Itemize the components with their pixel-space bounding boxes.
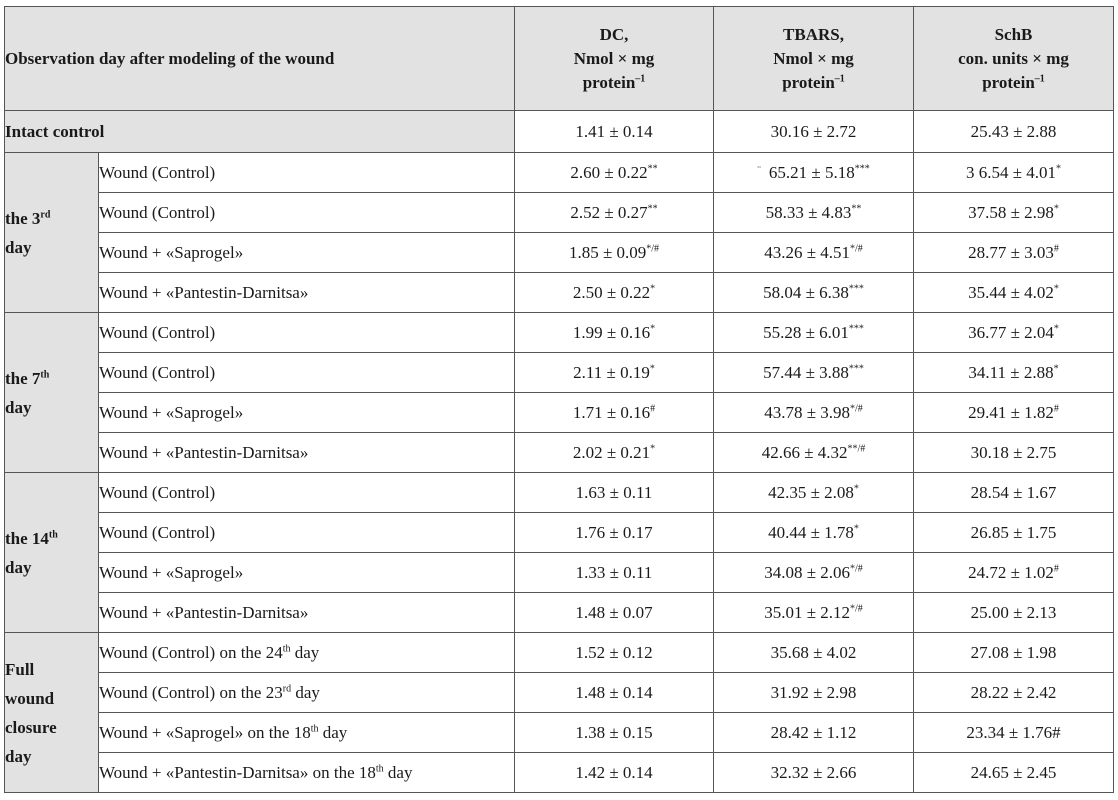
treatment-label [99,593,515,633]
treatment-text: Wound + «Pantestin-Darnitsa» on the 18 [99,762,376,782]
schb-header-unit-exponent: –1 [1034,72,1045,84]
tbars-value: 28.42 ± 1.12 [770,722,857,742]
dc-significance-mark: */# [646,242,660,254]
table-row [5,513,1114,553]
header-row [5,7,1114,111]
dc-significance-mark: * [650,442,656,454]
treatment-day-suffix: day [290,642,320,662]
table-row [5,633,1114,673]
treatment-label [99,273,515,313]
treatment-text: Wound + «Pantestin-Darnitsa» [99,442,309,462]
table-row [5,273,1114,313]
group-label-line [5,742,98,771]
table-row [5,313,1114,353]
dc-value: 1.48 ± 0.14 [575,682,653,702]
group-label-line [5,524,98,553]
table-row [5,193,1114,233]
schb-value-cell [914,353,1114,393]
dc-value: 2.60 ± 0.22 [570,162,648,182]
group-label-line [5,204,98,233]
schb-significance-mark: * [1056,162,1062,174]
dc-value-cell [515,433,714,473]
tbars-header-unit-exponent: –1 [834,72,845,84]
tbars-value: 40.44 ± 1.78 [768,522,854,542]
table-row [5,233,1114,273]
dc-significance-mark: * [650,322,656,334]
treatment-text: Wound + «Saprogel» [99,242,244,262]
table-row [5,673,1114,713]
tbars-value-cell [714,273,914,313]
treatment-label [99,513,515,553]
tbars-significance-mark: */# [850,242,863,254]
treatment-label [99,393,515,433]
schb-header-unit: protein [982,72,1035,92]
schb-significance-mark: # [1053,562,1059,574]
dc-value: 1.76 ± 0.17 [575,522,653,542]
schb-value-cell [914,673,1114,713]
dc-significance-mark: ** [647,202,658,214]
tbars-significance-mark: **/# [847,442,866,454]
tbars-value: 43.26 ± 4.51 [764,242,851,262]
group-label-line [5,713,98,742]
tbars-significance-mark: */# [850,562,863,574]
treatment-text: Wound + «Pantestin-Darnitsa» [99,282,309,302]
schb-value-cell [914,593,1114,633]
tbars-header-line: Nmol × mg [773,48,854,68]
schb-value: 37.58 ± 2.98 [968,202,1054,222]
group-label-text: day [5,746,32,766]
dc-value-cell [515,553,714,593]
group-label [5,473,99,633]
tbars-value-cell [714,393,914,433]
schb-value: 3 6.54 ± 4.01 [965,162,1057,182]
treatment-text: Wound (Control) on the 24 [99,642,283,662]
table-row [5,433,1114,473]
schb-value-cell [914,513,1114,553]
tbars-column-header [714,7,914,111]
schb-value: 36.77 ± 2.04 [968,322,1054,342]
observation-day-header: Observation day after modeling of the wound [5,7,515,111]
tbars-header-line [714,71,913,95]
dc-value-cell [515,753,714,793]
tbars-value-cell [714,433,914,473]
tbars-value: 55.28 ± 6.01 [763,322,849,342]
tbars-header-unit: protein [782,72,835,92]
group-label-ordinal: rd [40,208,51,220]
group-label [5,633,99,793]
group-label [5,313,99,473]
treatment-label [99,433,515,473]
tbars-value: 57.44 ± 3.88 [763,362,849,382]
dc-value: 1.63 ± 0.11 [575,482,653,502]
dc-header-unit-exponent: –1 [635,72,646,84]
tbars-significance-mark: * [853,482,859,494]
dc-header-line: DC, [599,24,629,44]
tbars-value: 65.21 ± 5.18 [768,162,855,182]
group-label-text: the 7 [5,368,41,388]
dc-value: 2.50 ± 0.22 [572,282,651,302]
intact-control-row [5,111,1114,153]
dc-significance-mark: ** [647,162,658,174]
tbars-value: 32.32 ± 2.66 [770,762,857,782]
group-label-line [5,233,98,262]
tbars-value: 43.78 ± 3.98 [764,402,851,422]
tbars-significance-mark: */# [850,402,863,414]
dc-significance-mark: # [650,402,656,414]
treatment-text: Wound + «Saprogel» [99,402,244,422]
dc-column-header [515,7,714,111]
group-label-line [5,393,98,422]
tbars-value: 31.92 ± 2.98 [770,682,857,702]
table-body [5,111,1114,793]
treatment-label [99,633,515,673]
treatment-text: Wound (Control) [99,522,216,542]
treatment-label [99,753,515,793]
schb-header-line: con. units × mg [958,48,1069,68]
dc-value-cell [515,313,714,353]
group-label-text: the 14 [5,528,49,548]
dc-value: 1.33 ± 0.11 [575,562,653,582]
schb-value: 28.22 ± 2.42 [970,682,1057,702]
treatment-text: Wound + «Pantestin-Darnitsa» [99,602,309,622]
dc-value-cell [515,593,714,633]
group-label-text: wound [5,688,55,708]
dc-value-cell [515,193,714,233]
table-row [5,713,1114,753]
dc-value: 1.99 ± 0.16 [572,322,651,342]
tbars-significance-mark: *** [848,322,864,334]
table-row [5,753,1114,793]
schb-header-line [914,71,1113,95]
group-label-text: day [5,237,32,257]
group-label-line [5,364,98,393]
treatment-day-ordinal: th [310,722,319,734]
table-row [5,593,1114,633]
tbars-value: 58.33 ± 4.83 [765,202,852,222]
schb-value-cell [914,553,1114,593]
tbars-value-cell [714,153,914,193]
table-row [5,393,1114,433]
treatment-label [99,233,515,273]
schb-value-cell [914,633,1114,673]
treatment-day-ordinal: th [282,642,291,654]
schb-significance-mark: * [1053,322,1059,334]
treatment-label [99,553,515,593]
table-row [5,473,1114,513]
dc-value-cell [515,393,714,433]
dc-value: 1.38 ± 0.15 [575,722,653,742]
dc-value-cell [515,713,714,753]
treatment-label [99,473,515,513]
tbars-value: 42.66 ± 4.32 [761,442,848,462]
dc-value: 1.71 ± 0.16 [572,402,651,422]
treatment-text: Wound (Control) on the 23 [99,682,283,702]
tbars-value-cell [714,593,914,633]
schb-significance-mark: # [1053,242,1059,254]
schb-value: 27.08 ± 1.98 [970,642,1057,662]
dc-value-cell [515,473,714,513]
tbars-value-cell [714,753,914,793]
tbars-value-cell [714,633,914,673]
schb-value-cell [914,753,1114,793]
schb-value: 28.77 ± 3.03 [968,242,1054,262]
treatment-text: Wound + «Saprogel» [99,562,244,582]
treatment-label [99,673,515,713]
schb-significance-mark: * [1053,282,1059,294]
tbars-value-cell [714,313,914,353]
group-label-line [5,553,98,582]
schb-value: 26.85 ± 1.75 [970,522,1057,542]
dc-value: 2.52 ± 0.27 [570,202,648,222]
dc-value: 1.42 ± 0.14 [575,762,653,782]
schb-value: 34.11 ± 2.88 [968,362,1054,382]
treatment-text: Wound (Control) [99,482,216,502]
treatment-label [99,153,515,193]
treatment-label [99,353,515,393]
dc-value-cell [515,233,714,273]
schb-value-cell [914,713,1114,753]
schb-value: 35.44 ± 4.02 [968,282,1054,302]
treatment-text: Wound (Control) [99,362,216,382]
group-label-ordinal: th [48,528,58,540]
schb-column-header [914,7,1114,111]
tbars-value-cell [714,673,914,713]
schb-header-line: SchB [994,24,1033,44]
treatment-text: Wound (Control) [99,162,216,182]
tbars-significance-mark: */# [850,602,863,614]
intact-schb-value: 25.43 ± 2.88 [914,111,1114,153]
table-row [5,153,1114,193]
schb-value-cell [914,193,1114,233]
intact-dc-value: 1.41 ± 0.14 [515,111,714,153]
schb-significance-mark: * [1053,362,1059,374]
schb-significance-mark: # [1053,402,1059,414]
schb-value: 24.72 ± 1.02 [968,562,1054,582]
treatment-day-ordinal: rd [282,682,292,694]
schb-value-cell [914,433,1114,473]
dc-significance-mark: * [649,362,655,374]
dc-header-unit: protein [582,72,636,92]
dc-significance-mark: * [650,282,656,294]
table-row [5,353,1114,393]
treatment-day-suffix: day [383,762,413,782]
schb-value: 24.65 ± 2.45 [970,762,1057,782]
dc-value: 2.02 ± 0.21 [572,442,651,462]
treatment-text: Wound (Control) [99,202,216,222]
schb-value-cell [914,473,1114,513]
tbars-value-cell [714,713,914,753]
group-label-text: day [5,557,32,577]
treatment-text: Wound (Control) [99,322,216,342]
tbars-value-cell [714,553,914,593]
treatment-label [99,313,515,353]
tbars-value-cell [714,513,914,553]
dc-value-cell [515,273,714,313]
tbars-value: 35.01 ± 2.12 [764,602,851,622]
dc-value-cell [515,633,714,673]
dc-value-cell [515,513,714,553]
tbars-header-line: TBARS, [783,24,844,44]
table-row [5,553,1114,593]
dc-value-cell [515,153,714,193]
schb-value: 29.41 ± 1.82 [968,402,1054,422]
group-label-text: Full [5,659,35,679]
treatment-label [99,713,515,753]
schb-value: 28.54 ± 1.67 [970,482,1057,502]
schb-value-cell [914,273,1114,313]
group-label [5,153,99,313]
results-table [4,6,1114,793]
treatment-day-suffix: day [291,682,320,702]
dc-header-line [515,71,713,95]
group-label-line [5,655,98,684]
tbars-significance-mark: *** [848,362,864,374]
tbars-value-cell [714,473,914,513]
tbars-value-cell [714,233,914,273]
dc-value-cell [515,353,714,393]
tbars-significance-mark: *** [854,162,870,174]
tbars-significance-mark: ** [851,202,862,214]
tbars-value-cell [714,353,914,393]
tbars-significance-mark: * [853,522,859,534]
treatment-day-suffix: day [318,722,348,742]
dc-value: 2.11 ± 0.19 [573,362,650,382]
group-label-ordinal: th [40,368,50,380]
tbars-significance-mark: *** [848,282,864,294]
schb-value: 25.00 ± 2.13 [970,602,1057,622]
schb-value: 23.34 ± 1.76# [966,722,1061,742]
tbars-value: 42.35 ± 2.08 [768,482,854,502]
treatment-day-ordinal: th [375,762,384,774]
tbars-pre-mark: ¨ [757,163,761,176]
group-label-text: day [5,397,32,417]
treatment-text: Wound + «Saprogel» on the 18 [99,722,311,742]
schb-significance-mark: * [1053,202,1059,214]
dc-value: 1.85 ± 0.09 [568,242,647,262]
tbars-value: 58.04 ± 6.38 [763,282,849,302]
group-label-line [5,684,98,713]
schb-value-cell [914,233,1114,273]
schb-value-cell [914,153,1114,193]
dc-value-cell [515,673,714,713]
intact-tbars-value: 30.16 ± 2.72 [714,111,914,153]
intact-control-label: Intact control [5,111,515,153]
dc-value: 1.52 ± 0.12 [575,642,653,662]
treatment-label [99,193,515,233]
tbars-value-cell [714,193,914,233]
dc-header-line: Nmol × mg [573,48,655,68]
schb-value: 30.18 ± 2.75 [970,442,1057,462]
schb-value-cell [914,393,1114,433]
group-label-text: the 3 [5,208,41,228]
tbars-value: 35.68 ± 4.02 [770,642,857,662]
schb-value-cell [914,313,1114,353]
group-label-text: closure [5,717,57,737]
tbars-value: 34.08 ± 2.06 [764,562,851,582]
dc-value: 1.48 ± 0.07 [575,602,653,622]
